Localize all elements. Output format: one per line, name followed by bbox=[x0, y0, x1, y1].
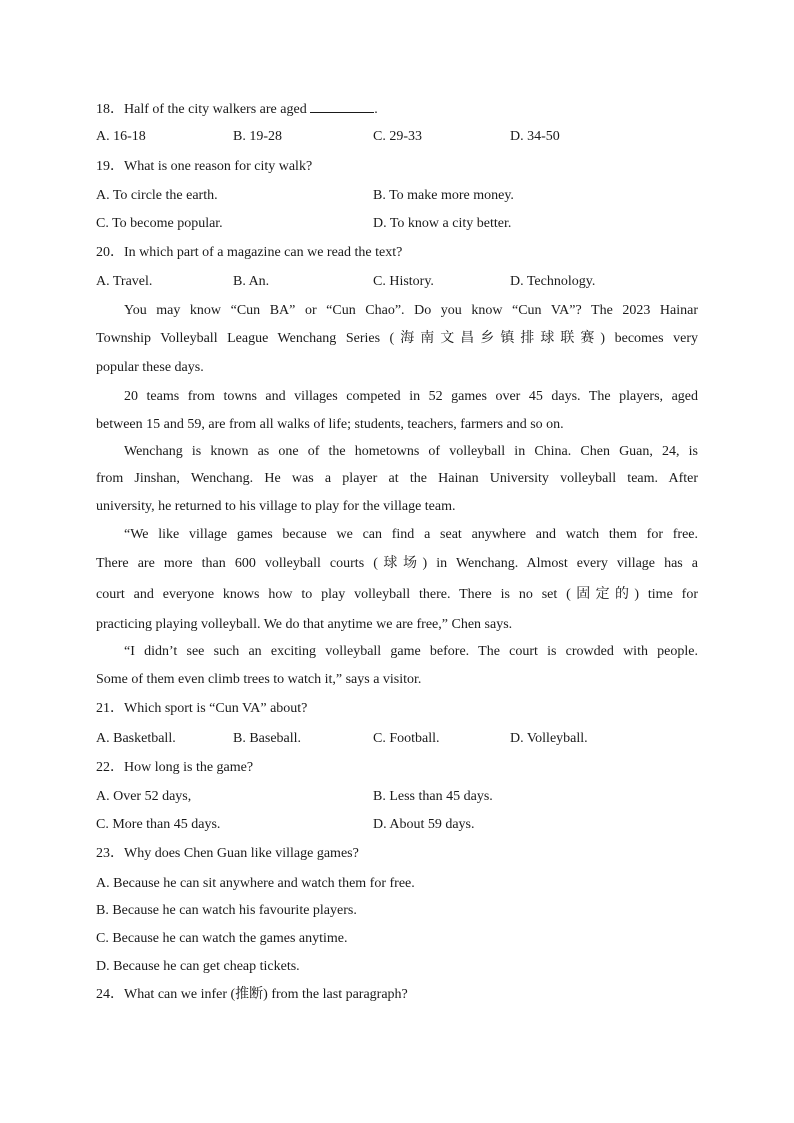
question-22-stem: 22．How long is the game? bbox=[96, 760, 254, 775]
passage-p4-line-1: “We like village games because we can find a seat anywhere and watch them for free. bbox=[124, 527, 698, 542]
question-19-stem: 19．What is one reason for city walk? bbox=[96, 159, 313, 174]
q22-option-a: A. Over 52 days, bbox=[96, 789, 192, 804]
q22-option-d: D. About 59 days. bbox=[373, 817, 475, 832]
q19-option-b: B. To make more money. bbox=[373, 188, 514, 203]
passage-p2-line-2: between 15 and 59, are from all walks of life; students, teachers, farmers and so on. bbox=[96, 417, 564, 432]
passage-p4-line-2: There are more than 600 volleyball courts (球场) in Wenchang. Almost every village has a bbox=[96, 556, 698, 571]
q20-option-c: C. History. bbox=[373, 274, 434, 289]
q23-option-d: D. Because he can get cheap tickets. bbox=[96, 959, 300, 974]
q18-option-d: D. 34-50 bbox=[510, 129, 560, 144]
q18-option-c: C. 29-33 bbox=[373, 129, 422, 144]
passage-p4-line-3: court and everyone knows how to play volleyball there. There is no set (固定的) time for bbox=[96, 587, 698, 602]
passage-p3-line-3: university, he returned to his village to play for the village team. bbox=[96, 499, 456, 514]
q23-option-b: B. Because he can watch his favourite players. bbox=[96, 903, 357, 918]
q21-option-d: D. Volleyball. bbox=[510, 731, 588, 746]
answer-blank bbox=[310, 99, 374, 113]
q18-option-b: B. 19-28 bbox=[233, 129, 282, 144]
question-24-stem: 24．What can we infer (推断) from the last paragraph? bbox=[96, 987, 408, 1002]
q18-option-a: A. 16-18 bbox=[96, 129, 146, 144]
q19-option-c: C. To become popular. bbox=[96, 216, 223, 231]
passage-p2-line-1: 20 teams from towns and villages competed in 52 games over 45 days. The players, aged bbox=[124, 389, 698, 404]
question-23-stem: 23．Why does Chen Guan like village games? bbox=[96, 846, 359, 861]
q23-option-c: C. Because he can watch the games anytime. bbox=[96, 931, 348, 946]
question-18-stem bbox=[96, 99, 378, 119]
passage-p1-line-2: Township Volleyball League Wenchang Series (海南文昌乡镇排球联赛) becomes very bbox=[96, 331, 698, 346]
passage-p5-line-2: Some of them even climb trees to watch it,” says a visitor. bbox=[96, 672, 422, 687]
q21-option-b: B. Baseball. bbox=[233, 731, 302, 746]
question-21-stem: 21．Which sport is “Cun VA” about? bbox=[96, 701, 308, 716]
q19-option-d: D. To know a city better. bbox=[373, 216, 512, 231]
question-18-text: 18．Half of the city walkers are aged bbox=[96, 102, 311, 117]
passage-p1-line-1: You may know “Cun BA” or “Cun Chao”. Do you know “Cun VA”? The 2023 Hainar bbox=[124, 303, 698, 318]
q20-option-d: D. Technology. bbox=[510, 274, 596, 289]
q20-option-a: A. Travel. bbox=[96, 274, 153, 289]
q21-option-c: C. Football. bbox=[373, 731, 440, 746]
passage-p4-line-4: practicing playing volleyball. We do that anytime we are free,” Chen says. bbox=[96, 617, 513, 632]
passage-p3-line-1: Wenchang is known as one of the hometowns of volleyball in China. Chen Guan, 24, is bbox=[124, 444, 698, 459]
q19-option-a: A. To circle the earth. bbox=[96, 188, 218, 203]
q21-option-a: A. Basketball. bbox=[96, 731, 176, 746]
q20-option-b: B. An. bbox=[233, 274, 270, 289]
q23-option-a: A. Because he can sit anywhere and watch them for free. bbox=[96, 876, 415, 891]
question-20-stem: 20．In which part of a magazine can we read the text? bbox=[96, 245, 403, 260]
q22-option-c: C. More than 45 days. bbox=[96, 817, 221, 832]
question-18-end: . bbox=[374, 102, 378, 117]
passage-p3-line-2: from Jinshan, Wenchang. He was a player at the Hainan University volleyball team. After bbox=[96, 471, 698, 486]
passage-p5-line-1: “I didn’t see such an exciting volleyball game before. The court is crowded with people. bbox=[124, 644, 698, 659]
passage-p1-line-3: popular these days. bbox=[96, 360, 204, 375]
q22-option-b: B. Less than 45 days. bbox=[373, 789, 493, 804]
